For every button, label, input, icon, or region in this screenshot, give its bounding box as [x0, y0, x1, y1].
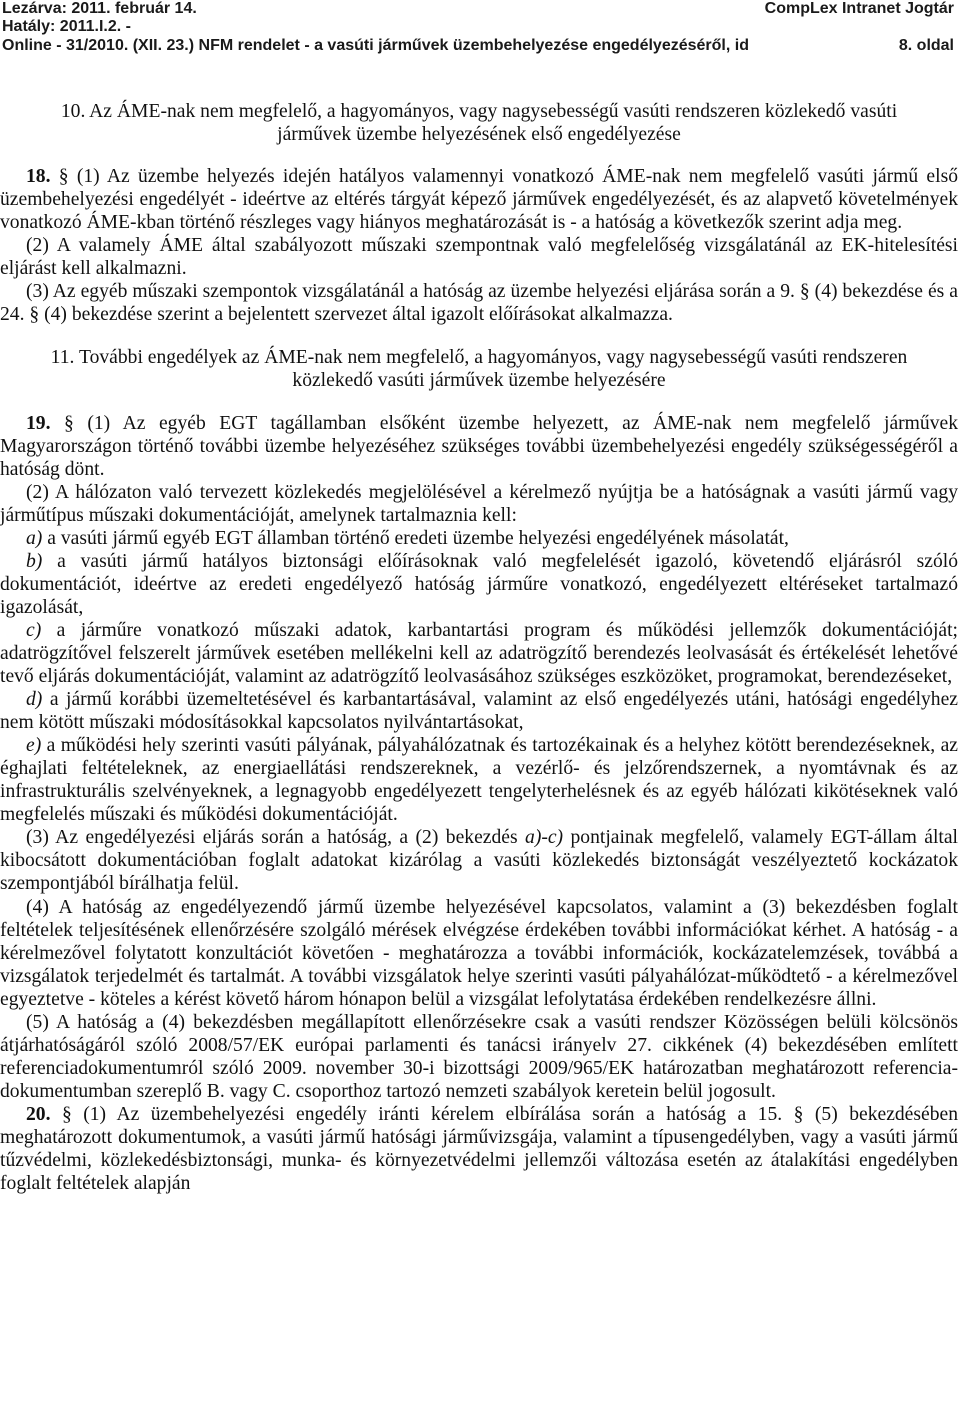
article-18-para-3: (3) Az egyéb műszaki szempontok vizsgálatánál a hatóság az üzembe helyezési eljárása során a 9. § (4) bekezdése és a 24. § (4) bekezdése szerint a bejelentett szervezet által igazolt előírásokat alkalmazza. — [0, 281, 958, 326]
publisher-name: CompLex Intranet Jogtár — [764, 0, 954, 17]
page-number: 8. oldal — [898, 37, 954, 54]
article-19-number: 19. — [26, 412, 51, 434]
article-20-para-1: 20. § (1) Az üzembehelyezési engedély iránti kérelem elbírálása során a hatóság a 15. § (5) bekezdésében meghatározott dokumentumok, a vasúti jármű hatósági járművizsgája, valamint a típusengedélyben, vagy a vasúti jármű tűzvédelmi, közlekedésbiztonsági, munka- és környezetvédelmi jellemzői változása esetén az átalakítási engedélyben foglalt feltételek alapján — [0, 1103, 958, 1195]
article-19-para-4: (4) A hatóság az engedélyezendő jármű üzembe helyezésével kapcsolatos, valamint a (3) bekezdésben foglalt feltételek teljesítésének ellenőrzésére szolgáló mérések elvégzése érdekében további információkat kérhet. A hatóság - a kérelmezővel folytatott konzultációt követően - meghatározza a további információk, kockázatelemzések, továbbá a vizsgálatok terjedelmét és tartalmát. A további vizsgálatok helye szerinti vasúti pályahálózat-működtető - a kérelmezővel egyeztetve - köteles a kérést követő három hónapon belül a vizsgálat lefolytatása érdekében rendelkezésre állni. — [0, 896, 958, 1010]
article-19-para-2: (2) A hálózaton való tervezett közlekedés megjelölésével a kérelmező nyújtja be a hatóságnak a vasúti jármű vagy járműtípus műszaki dokumentációját, amelynek tartalmaznia kell: — [0, 481, 958, 526]
article-20-number: 20. — [26, 1103, 51, 1125]
article-18-para-2: (2) A valamely ÁME által szabályozott műszaki szempontnak való megfelelőség vizsgálatánál az EK-hitelesítési eljárást kell alkalmazni. — [0, 235, 958, 280]
effective-date: Hatály: 2011.I.2. - — [2, 18, 131, 35]
closing-date: Lezárva: 2011. február 14. — [2, 0, 197, 17]
article-19-point-d: d) a jármű korábbi üzemeltetésével és karbantartásával, valamint az első engedélyezés utáni, hatósági engedélyhez nem kötött műszaki módosításokkal kapcsolatos nyilvántartásokat, — [0, 689, 958, 734]
article-19-point-c: c) a járműre vonatkozó műszaki adatok, karbantartási program és működési jellemzők dokumentációját; adatrögzítővel felszerelt járművek esetében mellékelni kell az adatrögzítő berendezés leolvasását és értékelését lehetővé tevő eljárás dokumentációját, valamint az adatrögzítő leolvasásához szükséges eszközöket, programokat, berendezéseket, — [0, 619, 958, 688]
article-19-point-b: b) a vasúti jármű hatályos biztonsági előírásoknak való megfelelését igazoló, követendő eljárásról szóló dokumentációt, ideértve az eredeti engedélyező hatóság járműre vonatkozó, engedélyezett eltéréseket tartalmazó igazolását, — [0, 550, 958, 618]
article-19-point-a: a) a vasúti jármű egyéb EGT államban történő eredeti üzembe helyezési engedélyének másolatát, — [26, 527, 789, 549]
article-18-para-1: 18. § (1) Az üzembe helyezés idején hatályos valamennyi vonatkozó ÁME-nak nem megfelelő vasúti jármű első üzembehelyezési engedélyét - ideértve az eltérés tárgyát képező járművek engedélyezését, és az alapvető követelmények vonatkozó ÁME-kban történő részleges vagy hiányos meghatározását is - a hatóság a következők szerint adja meg. — [0, 166, 958, 234]
document-body — [0, 100, 958, 1195]
document-reference: Online - 31/2010. (XII. 23.) NFM rendelet - a vasúti járművek üzembehelyezése engedélyezéséről, id — [2, 37, 749, 54]
section-10-heading: 10. Az ÁME-nak nem megfelelő, a hagyományos, vagy nagysebességű vasúti rendszeren közlekedő vasúti járművek üzembe helyezésének első engedélyezése — [60, 101, 898, 146]
article-18-number: 18. — [26, 166, 51, 188]
section-11-heading: 11. További engedélyek az ÁME-nak nem megfelelő, a hagyományos, vagy nagysebességű vasúti rendszeren közlekedő vasúti járművek üzembe helyezésére — [50, 347, 908, 392]
article-19-para-1: 19. § (1) Az egyéb EGT tagállamban elsőként üzembe helyezett, az ÁME-nak nem megfelelő járművek Magyarországon történő további üzembe helyezéséhez szükséges további üzembehelyezési engedély szükségességéről a hatóság dönt. — [0, 412, 958, 480]
article-19-para-5: (5) A hatóság a (4) bekezdésben megállapított ellenőrzésekre csak a vasúti rendszer Közösségen belüli kölcsönös átjárhatóságáról szóló 2008/57/EK európai parlamenti és tanácsi irányelv 27. cikkének (4) bekezdésében említett referenciadokumentumról szóló 2009. november 30-i bizottsági 2009/965/EK határozatban meghatározott referencia-dokumentumban szereplő B. vagy C. csoporthoz tartozó nemzeti szabályok keretein belül jogosult. — [0, 1011, 958, 1102]
article-19-para-3: (3) Az engedélyezési eljárás során a hatóság, a (2) bekezdés a)-c) pontjainak megfelelő, valamely EGT-állam által kibocsátott dokumentációban foglalt adatokat kizárólag a vasúti közlekedés biztonságát veszélyeztető kockázatok szempontjából bírálhatja felül. — [0, 827, 958, 895]
article-19-point-e: e) a működési hely szerinti vasúti pályának, pályahálózatnak és tartozékainak és a helyhez kötött berendezéseknek, az éghajlati feltételeknek, az energiaellátási rendszereknek, a vezérlő- és jelzőrendszernek, a nyomtávnak és az infrastrukturális szelvényeknek, a legnagyobb engedélyezett tengelyterhelésnek és az egyéb hálózati kikötéseknek való megfelelés műszaki és működési dokumentációját. — [0, 735, 958, 826]
